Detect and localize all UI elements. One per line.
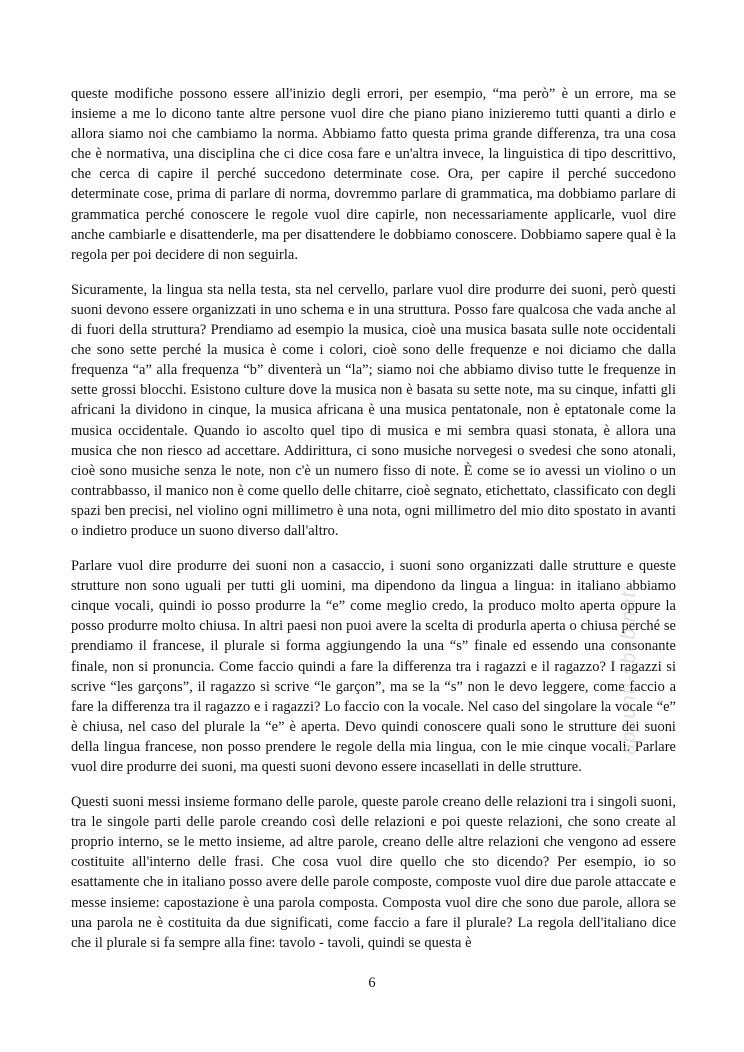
paragraph-4: Questi suoni messi insieme formano delle parole, queste parole creano delle relazioni tra i singoli suoni, tra le singole parti delle parole creando così delle relazioni e poi queste relazioni, che sono create al proprio interno, se le metto insieme, ad altre parole, creano delle altre relazioni che vengono ad essere costituite all'interno delle frasi. Che cosa vuol dire quello che sto dicendo? Per esempio, io so esattamente che in italiano posso avere delle parole composte, composte vuol dire due parole attaccate e messe insieme: capostazione è una parola composta. Composta vuol dire che sono due parole, allora se una parola ne è costituita da due significati, come faccio a fare il plurale? La regola dell'italiano dice che il plurale si fa sempre alla fine: tavolo - tavoli, quindi se questa è: [71, 794, 676, 951]
paragraph-3: Parlare vuol dire produrre dei suoni non a casaccio, i suoni sono organizzati dalle strutture e queste strutture non sono uguali per tutti gli uomini, ma dipendono da lingua a lingua: in italiano abbiamo cinque vocali, quindi io posso produrre la “e” come meglio credo, la produco molto aperta oppure la posso produrre molto chiusa. In altri paesi non puoi avere la scelta di produrla aperta o chiusa perché se prendiamo il francese, il plurale si forma aggiungendo la una “s” finale ed essendo una consonante finale, non si pronuncia. Come faccio quindi a fare la differenza tra i ragazzi e il ragazzo? I ragazzi si scrive “les garçons”, il ragazzo si scrive “le garçon”, ma se la “s” non le devo leggere, come faccio a fare la differenza tra il ragazzo e i ragazzi? Lo faccio con la vocale. Nel caso del singolare la vocale “e” è chiusa, nel caso del plurale la “e” è aperta. Devo quindi conoscere quali sono le strutture dei suoni della lingua francese, non posso prendere le regole della mia lingua, con le mie cinque vocali. Parlare vuol dire produrre dei suoni, ma questi suoni devono essere incasellati in delle strutture.: [71, 558, 676, 775]
watermark: appunti-sbobinati: [618, 585, 640, 755]
paragraph-2: Sicuramente, la lingua sta nella testa, sta nel cervello, parlare vuol dire produrre dei suoni, però questi suoni devono essere organizzati in uno schema e in una struttura. Posso fare qualcosa che vada anche al di fuori della struttura? Prendiamo ad esempio la musica, cioè una musica basata sulle note occidentali che sono sette perché la musica è come i colori, cioè sono delle frequenze e noi diciamo che dalla frequenza “a” alla frequenza “b” diventerà un “la”; siamo noi che abbiamo diviso tutte le frequenze in sette grossi blocchi. Esistono culture dove la musica non è basata su sette note, ma su cinque, infatti gli africani la dividono in cinque, la musica africana è una musica pentatonale, non è eptatonale come la musica occidentale. Quando io ascolto quel tipo di musica e mi sembra quasi stonata, è allora una musica che non riesco ad accettare. Addirittura, ci sono musiche norvegesi o svedesi che sono atonali, cioè sono musiche senza le note, non c'è un numero fisso di note. È come se io avessi un violino o un contrabbasso, il manico non è come quello delle chitarre, cioè segnato, etichettato, classificato con degli spazi ben precisi, nel violino ogni millimetro è una nota, ogni millimetro del mio dito spostato in avanti o indietro produce un suono diverso dall'altro.: [71, 281, 676, 539]
document-body: [71, 84, 676, 968]
paragraph-1: queste modifiche possono essere all'inizio degli errori, per esempio, “ma però” è un errore, ma se insieme a me lo dicono tante altre persone vuol dire che piano piano inizieremo tutti quanti a dirlo e allora siamo noi che cambiamo la norma. Abbiamo fatto questa prima grande differenza, tra una cosa che è normativa, una disciplina che ci dice cosa fare e un'altra invece, la linguistica di tipo descrittivo, che cerca di capire il perché succedono determinate cose. Ora, per capire il perché succedono determinate cose, prima di parlare di norma, dovremmo parlare di grammatica, ma dobbiamo parlare di grammatica perché conoscere le regole vuol dire capirle, non necessariamente applicarle, vuol dire anche cambiarle e disattenderle, ma per disattendere le dobbiamo conoscere. Dobbiamo sapere qual è la regola per poi decidere di non seguirla.: [71, 86, 676, 263]
page-number: 6: [368, 975, 376, 991]
